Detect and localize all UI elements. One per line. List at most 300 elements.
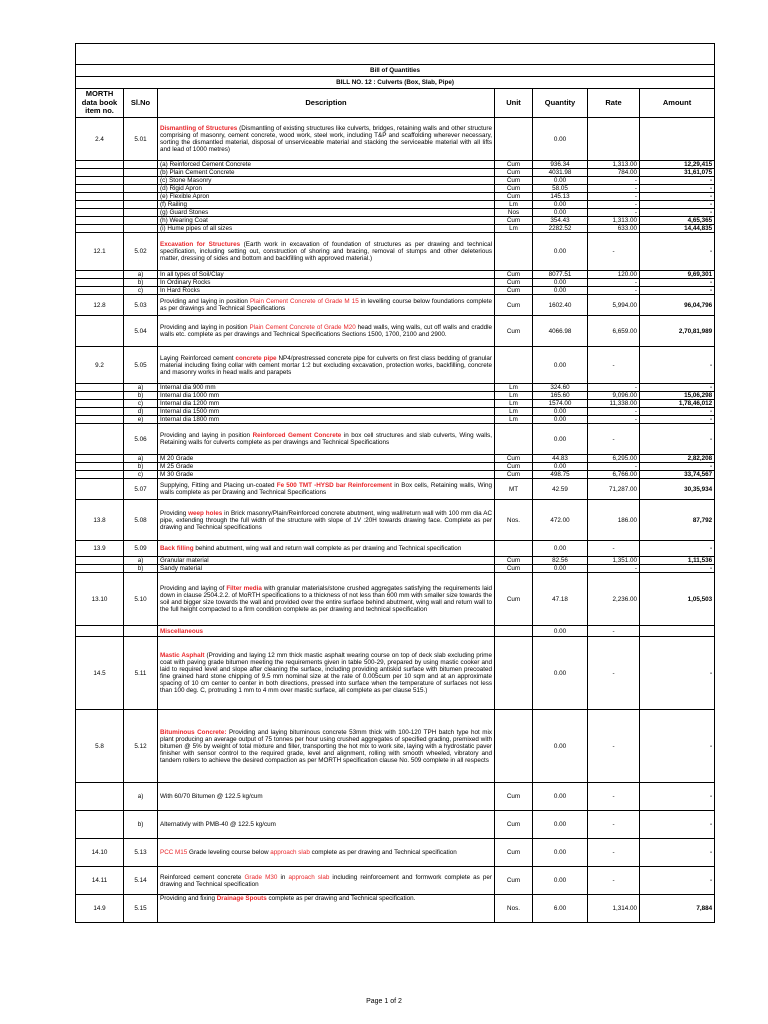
quantity-cell: 498.75 [533, 471, 588, 479]
item-row [76, 895, 715, 923]
column-header-row [76, 89, 715, 118]
rate-cell: - [588, 209, 640, 217]
quantity-cell: 58.05 [533, 185, 588, 193]
header-amount: Amount [640, 89, 715, 118]
sub-item-row [76, 209, 715, 217]
sl-no-cell: 5.08 [124, 500, 158, 541]
unit-cell [495, 541, 533, 557]
description-text: Internal dia 1000 mm [160, 392, 220, 399]
amount-cell: 31,61,075 [640, 169, 715, 177]
morth-item-cell [76, 416, 124, 424]
rate-cell: 6,766.00 [588, 471, 640, 479]
morth-item-cell [76, 217, 124, 225]
description-cell [158, 895, 495, 923]
description-text: Providing and fixing [160, 895, 217, 902]
unit-cell: Cum [495, 169, 533, 177]
unit-cell: Cum [495, 279, 533, 287]
description-text: Supplying, Fitting and Placing un-coated [160, 482, 277, 489]
morth-item-cell [76, 557, 124, 565]
unit-cell: Cum [495, 463, 533, 471]
rate-cell: - [588, 185, 640, 193]
unit-cell: Cum [495, 867, 533, 895]
amount-cell: 12,29,415 [640, 161, 715, 169]
unit-cell: Nos. [495, 500, 533, 541]
amount-cell [640, 626, 715, 637]
item-row [76, 424, 715, 455]
morth-item-cell [76, 471, 124, 479]
amount-cell: 2,82,208 [640, 455, 715, 463]
unit-cell: Cum [495, 177, 533, 185]
description-cell [158, 392, 495, 400]
quantity-cell: 6.00 [533, 895, 588, 923]
unit-cell: Lm [495, 400, 533, 408]
sub-item-row [76, 169, 715, 177]
morth-item-cell [76, 626, 124, 637]
amount-cell: - [640, 209, 715, 217]
morth-item-cell: 14.9 [76, 895, 124, 923]
description-cell [158, 557, 495, 565]
rate-cell: 784.00 [588, 169, 640, 177]
rate-cell: - [588, 626, 640, 637]
highlighted-term: Back filling [160, 545, 194, 552]
amount-cell: - [640, 839, 715, 867]
item-row [76, 541, 715, 557]
quantity-cell: 82.56 [533, 557, 588, 565]
amount-cell: - [640, 287, 715, 295]
morth-item-cell [76, 193, 124, 201]
rate-cell: 9,096.00 [588, 392, 640, 400]
sl-no-cell: 5.15 [124, 895, 158, 923]
unit-cell: Lm [495, 201, 533, 209]
morth-item-cell [76, 287, 124, 295]
unit-cell: MT [495, 479, 533, 500]
morth-item-cell [76, 424, 124, 455]
sub-item-row [76, 455, 715, 463]
highlighted-term: Dismantling of Structures [160, 125, 238, 132]
description-cell [158, 316, 495, 347]
morth-item-cell: 5.8 [76, 710, 124, 783]
morth-item-cell [76, 811, 124, 839]
highlighted-term: Reinforced Gement Concrete [252, 432, 342, 439]
sub-item-row [76, 287, 715, 295]
unit-cell: Cum [495, 455, 533, 463]
amount-cell: - [640, 811, 715, 839]
header-rate: Rate [588, 89, 640, 118]
sub-item-row [76, 471, 715, 479]
amount-cell: - [640, 867, 715, 895]
sub-item-row [76, 225, 715, 233]
description-text: Providing and laying in position [160, 298, 250, 305]
rate-cell: 5,994.00 [588, 295, 640, 316]
rate-cell: - [588, 565, 640, 573]
unit-cell: Lm [495, 225, 533, 233]
description-text: Internal dia 1500 mm [160, 408, 220, 415]
bill-subtitle: BILL NO. 12 : Culverts (Box, Slab, Pipe) [76, 77, 715, 89]
amount-cell: - [640, 463, 715, 471]
header-description: Description [158, 89, 495, 118]
highlighted-term: Bituminous Concrete: [160, 728, 227, 736]
rate-cell: - [588, 347, 640, 384]
sl-no-cell: a) [124, 557, 158, 565]
description-text: (i) Hume pipes of all sizes [160, 225, 233, 232]
rate-cell: - [588, 201, 640, 209]
unit-cell: Lm [495, 416, 533, 424]
sl-no-cell: 5.13 [124, 839, 158, 867]
quantity-cell: 354.43 [533, 217, 588, 225]
amount-cell: - [640, 408, 715, 416]
rate-cell: - [588, 541, 640, 557]
sl-no-cell: 5.03 [124, 295, 158, 316]
sub-item-row [76, 201, 715, 209]
sl-no-cell: a) [124, 455, 158, 463]
document-title: Bill of Quantities [76, 65, 715, 77]
rate-cell: 633.00 [588, 225, 640, 233]
morth-item-cell [76, 455, 124, 463]
amount-cell: 1,11,536 [640, 557, 715, 565]
morth-item-cell [76, 565, 124, 573]
description-cell [158, 225, 495, 233]
quantity-cell: 44.83 [533, 455, 588, 463]
description-cell [158, 271, 495, 279]
sl-no-cell: b) [124, 463, 158, 471]
quantity-cell: 0.00 [533, 626, 588, 637]
rate-cell: - [588, 233, 640, 271]
description-cell [158, 637, 495, 710]
quantity-cell: 0.00 [533, 463, 588, 471]
description-cell [158, 279, 495, 287]
quantity-cell: 324.60 [533, 384, 588, 392]
description-text: (b) Plain Cement Concrete [160, 169, 235, 176]
quantity-cell: 0.00 [533, 279, 588, 287]
description-text: M 20 Grade [160, 455, 194, 462]
rate-cell: - [588, 384, 640, 392]
description-text: (e) Flexible Apron [160, 193, 210, 200]
description-text: Providing and laying of [160, 585, 227, 592]
sl-no-cell [124, 626, 158, 637]
quantity-cell: 0.00 [533, 118, 588, 161]
description-cell [158, 408, 495, 416]
sl-no-cell: c) [124, 287, 158, 295]
quantity-cell: 0.00 [533, 201, 588, 209]
bill-of-quantities-table [75, 43, 715, 923]
morth-item-cell [76, 392, 124, 400]
rate-cell: 71,287.00 [588, 479, 640, 500]
sl-no-cell: 5.02 [124, 233, 158, 271]
morth-item-cell: 14.10 [76, 839, 124, 867]
sl-no-cell [124, 209, 158, 217]
item-row [76, 637, 715, 710]
highlighted-term: Plain Cement Concrete of Grade M 15 [249, 298, 359, 305]
amount-cell: - [640, 185, 715, 193]
amount-cell: - [640, 637, 715, 710]
quantity-cell: 145.13 [533, 193, 588, 201]
unit-cell: Cum [495, 573, 533, 626]
morth-item-cell [76, 279, 124, 287]
quantity-cell: 42.59 [533, 479, 588, 500]
item-row [76, 626, 715, 637]
sl-no-cell: a) [124, 783, 158, 811]
description-cell [158, 783, 495, 811]
quantity-cell: 0.00 [533, 839, 588, 867]
subtitle-row [76, 77, 715, 89]
sl-no-cell [124, 225, 158, 233]
sub-item-row [76, 279, 715, 287]
unit-cell: Cum [495, 471, 533, 479]
description-cell [158, 463, 495, 471]
unit-cell [495, 118, 533, 161]
highlighted-term: Mastic Asphalt [160, 652, 205, 659]
amount-cell: 9,69,301 [640, 271, 715, 279]
quantity-cell: 4066.98 [533, 316, 588, 347]
description-cell [158, 177, 495, 185]
description-cell [158, 118, 495, 161]
description-text: Sandy material [160, 565, 202, 572]
morth-item-cell [76, 161, 124, 169]
quantity-cell: 165.60 [533, 392, 588, 400]
description-text: M 30 Grade [160, 471, 194, 478]
item-row [76, 867, 715, 895]
rate-cell: 11,338.00 [588, 400, 640, 408]
sl-no-cell: b) [124, 565, 158, 573]
item-row [76, 500, 715, 541]
quantity-cell: 4031.98 [533, 169, 588, 177]
rate-cell: - [588, 287, 640, 295]
description-cell [158, 233, 495, 271]
description-cell [158, 500, 495, 541]
quantity-cell: 0.00 [533, 287, 588, 295]
rate-cell: - [588, 637, 640, 710]
quantity-cell: 0.00 [533, 177, 588, 185]
amount-cell: 30,35,934 [640, 479, 715, 500]
highlighted-term: Grade M30 [244, 873, 278, 881]
sub-item-row [76, 193, 715, 201]
description-cell [158, 384, 495, 392]
morth-item-cell: 12.8 [76, 295, 124, 316]
unit-cell [495, 424, 533, 455]
description-text: in [277, 873, 289, 881]
highlighted-term: concrete pipe [235, 354, 277, 362]
description-text: in Box cells, Retaining walls, Wing walls complete as per Drawing and Technical Specifications [160, 482, 492, 496]
highlighted-term: Fe 500 TMT -HYSD bar Reinforcement [276, 482, 392, 489]
unit-cell: Cum [495, 161, 533, 169]
sl-no-cell: 5.07 [124, 479, 158, 500]
morth-item-cell [76, 209, 124, 217]
rate-cell: 1,314.00 [588, 895, 640, 923]
rate-cell: - [588, 867, 640, 895]
amount-cell: - [640, 424, 715, 455]
quantity-cell: 0.00 [533, 541, 588, 557]
sl-no-cell: e) [124, 416, 158, 424]
unit-cell: Cum [495, 287, 533, 295]
unit-cell: Cum [495, 316, 533, 347]
unit-cell [495, 233, 533, 271]
sub-item-row [76, 271, 715, 279]
sl-no-cell: 5.14 [124, 867, 158, 895]
description-cell [158, 161, 495, 169]
morth-item-cell [76, 177, 124, 185]
sl-no-cell: b) [124, 811, 158, 839]
sl-no-cell [124, 177, 158, 185]
description-text: complete as per drawing and Technical specification [309, 849, 457, 856]
description-text: M 25 Grade [160, 463, 194, 470]
sl-no-cell: 5.09 [124, 541, 158, 557]
quantity-cell: 0.00 [533, 347, 588, 384]
description-text: NP4/prestressed concrete pipe for culverts on first class bedding of granular material including fixing collar with cement mortar 1:2 but excluding excavation, protection works, backfilling, concrete and masonry works in head walls and parapets [160, 354, 492, 376]
morth-item-cell [76, 783, 124, 811]
sub-item-row [76, 161, 715, 169]
unit-cell: Cum [495, 193, 533, 201]
sl-no-cell: 5.04 [124, 316, 158, 347]
rate-cell: 186.00 [588, 500, 640, 541]
amount-cell: - [640, 783, 715, 811]
description-text: In all types of Soil/Clay [160, 271, 224, 278]
unit-cell: Nos [495, 209, 533, 217]
description-cell [158, 811, 495, 839]
morth-item-cell: 2.4 [76, 118, 124, 161]
amount-cell: - [640, 565, 715, 573]
quantity-cell: 0.00 [533, 416, 588, 424]
sl-no-cell: a) [124, 384, 158, 392]
highlighted-term: Drainage Spouts [216, 895, 267, 902]
description-text: (a) Reinforced Cement Concrete [160, 161, 251, 168]
rate-cell: - [588, 279, 640, 287]
description-cell [158, 573, 495, 626]
rate-cell: 6,659.00 [588, 316, 640, 347]
unit-cell: Cum [495, 271, 533, 279]
item-row [76, 573, 715, 626]
description-cell [158, 541, 495, 557]
description-text: Internal dia 900 mm [160, 384, 216, 391]
description-cell [158, 185, 495, 193]
rate-cell: 1,351.00 [588, 557, 640, 565]
morth-item-cell [76, 463, 124, 471]
header-slno: Sl.No [124, 89, 158, 118]
sub-item-row [76, 408, 715, 416]
description-text: Laying Reinforced cement [160, 354, 236, 362]
rate-cell: - [588, 783, 640, 811]
unit-cell: Lm [495, 408, 533, 416]
morth-item-cell [76, 384, 124, 392]
morth-item-cell: 9.2 [76, 347, 124, 384]
sub-item-row [76, 185, 715, 193]
quantity-cell: 472.00 [533, 500, 588, 541]
header-morth: MORTH data book item no. [76, 89, 124, 118]
description-text: (c) Stone Masonry [160, 177, 212, 184]
morth-item-cell [76, 169, 124, 177]
sl-no-cell: c) [124, 400, 158, 408]
unit-cell: Lm [495, 384, 533, 392]
description-cell [158, 839, 495, 867]
highlighted-term: Excavation for Structures [160, 241, 241, 248]
description-cell [158, 209, 495, 217]
amount-cell: - [640, 347, 715, 384]
item-row [76, 479, 715, 500]
sl-no-cell: 5.11 [124, 637, 158, 710]
quantity-cell: 0.00 [533, 637, 588, 710]
highlighted-term: Filter media [226, 585, 262, 592]
amount-cell: 1,05,503 [640, 573, 715, 626]
description-text: complete as per drawing and Technical specification. [266, 895, 416, 902]
item-row [76, 839, 715, 867]
amount-cell: - [640, 201, 715, 209]
highlighted-term: approach slab [270, 849, 310, 856]
description-text: (Dismantling of existing structures like culverts, bridges, retaining walls and other structure comprising of masonry, cement concrete, wood work, steel work, including T&P and scaffolding wherever necessary, sorting the dismantled material, disposal of unserviceable material and stacking the serviceable material with all lifts and lead of 1000 metres) [160, 125, 492, 153]
description-text: (d) Rigid Apron [160, 185, 202, 192]
amount-cell: 33,74,567 [640, 471, 715, 479]
description-cell [158, 867, 495, 895]
rate-cell: 120.00 [588, 271, 640, 279]
amount-cell: 15,06,298 [640, 392, 715, 400]
item-row [76, 347, 715, 384]
sl-no-cell [124, 185, 158, 193]
description-text: Grade leveling course below [187, 849, 271, 856]
unit-cell: Cum [495, 811, 533, 839]
sub-item-row [76, 565, 715, 573]
description-cell [158, 217, 495, 225]
unit-cell: Cum [495, 565, 533, 573]
description-cell [158, 424, 495, 455]
amount-cell: 87,792 [640, 500, 715, 541]
unit-cell [495, 637, 533, 710]
morth-item-cell: 14.5 [76, 637, 124, 710]
description-cell [158, 287, 495, 295]
rate-cell: - [588, 710, 640, 783]
description-cell [158, 169, 495, 177]
morth-item-cell: 13.10 [76, 573, 124, 626]
quantity-cell: 0.00 [533, 783, 588, 811]
description-cell [158, 471, 495, 479]
item-row [76, 783, 715, 811]
description-text: behind abutment, wing wall and return wall complete as per drawing and Technical specification [193, 545, 462, 552]
rate-cell: - [588, 811, 640, 839]
page-footer: Page 1 of 2 [366, 998, 402, 1005]
sl-no-cell: 5.06 [124, 424, 158, 455]
description-text: with granular materials/stone crushed aggregates satisfying the requirements laid down in clause 2504.2.2. of MoRTH specifications to a thickness of not less than 600 mm with smaller size towards the soil and bigger size towards the wall and provided over the entire surface behind abutment, wing wall and return wall to the full height compacted to a firm condition complete as per drawing and technical specification [160, 585, 492, 613]
amount-cell: - [640, 279, 715, 287]
description-cell [158, 455, 495, 463]
quantity-cell: 0.00 [533, 811, 588, 839]
sub-item-row [76, 177, 715, 185]
highlighted-term: PCC M15 [160, 849, 188, 856]
quantity-cell: 0.00 [533, 710, 588, 783]
rate-cell: 1,313.00 [588, 161, 640, 169]
amount-cell: - [640, 541, 715, 557]
description-text: With 60/70 Bitumen @ 122.5 kg/cum [160, 793, 263, 800]
description-text: In Ordinary Rocks [160, 279, 211, 286]
morth-item-cell [76, 271, 124, 279]
description-cell [158, 295, 495, 316]
quantity-cell: 8077.51 [533, 271, 588, 279]
description-cell [158, 710, 495, 783]
sl-no-cell: b) [124, 392, 158, 400]
sub-item-row [76, 392, 715, 400]
rate-cell [588, 118, 640, 161]
unit-cell: Lm [495, 392, 533, 400]
description-text: Internal dia 1800 mm [160, 416, 220, 423]
item-row [76, 118, 715, 161]
sub-item-row [76, 400, 715, 408]
sub-item-row [76, 416, 715, 424]
sl-no-cell: a) [124, 271, 158, 279]
item-row [76, 233, 715, 271]
description-text: (f) Railing [160, 201, 187, 208]
rate-cell: 2,236.00 [588, 573, 640, 626]
sl-no-cell [124, 161, 158, 169]
amount-cell: - [640, 384, 715, 392]
amount-cell: 7,884 [640, 895, 715, 923]
amount-cell: - [640, 193, 715, 201]
description-cell [158, 201, 495, 209]
